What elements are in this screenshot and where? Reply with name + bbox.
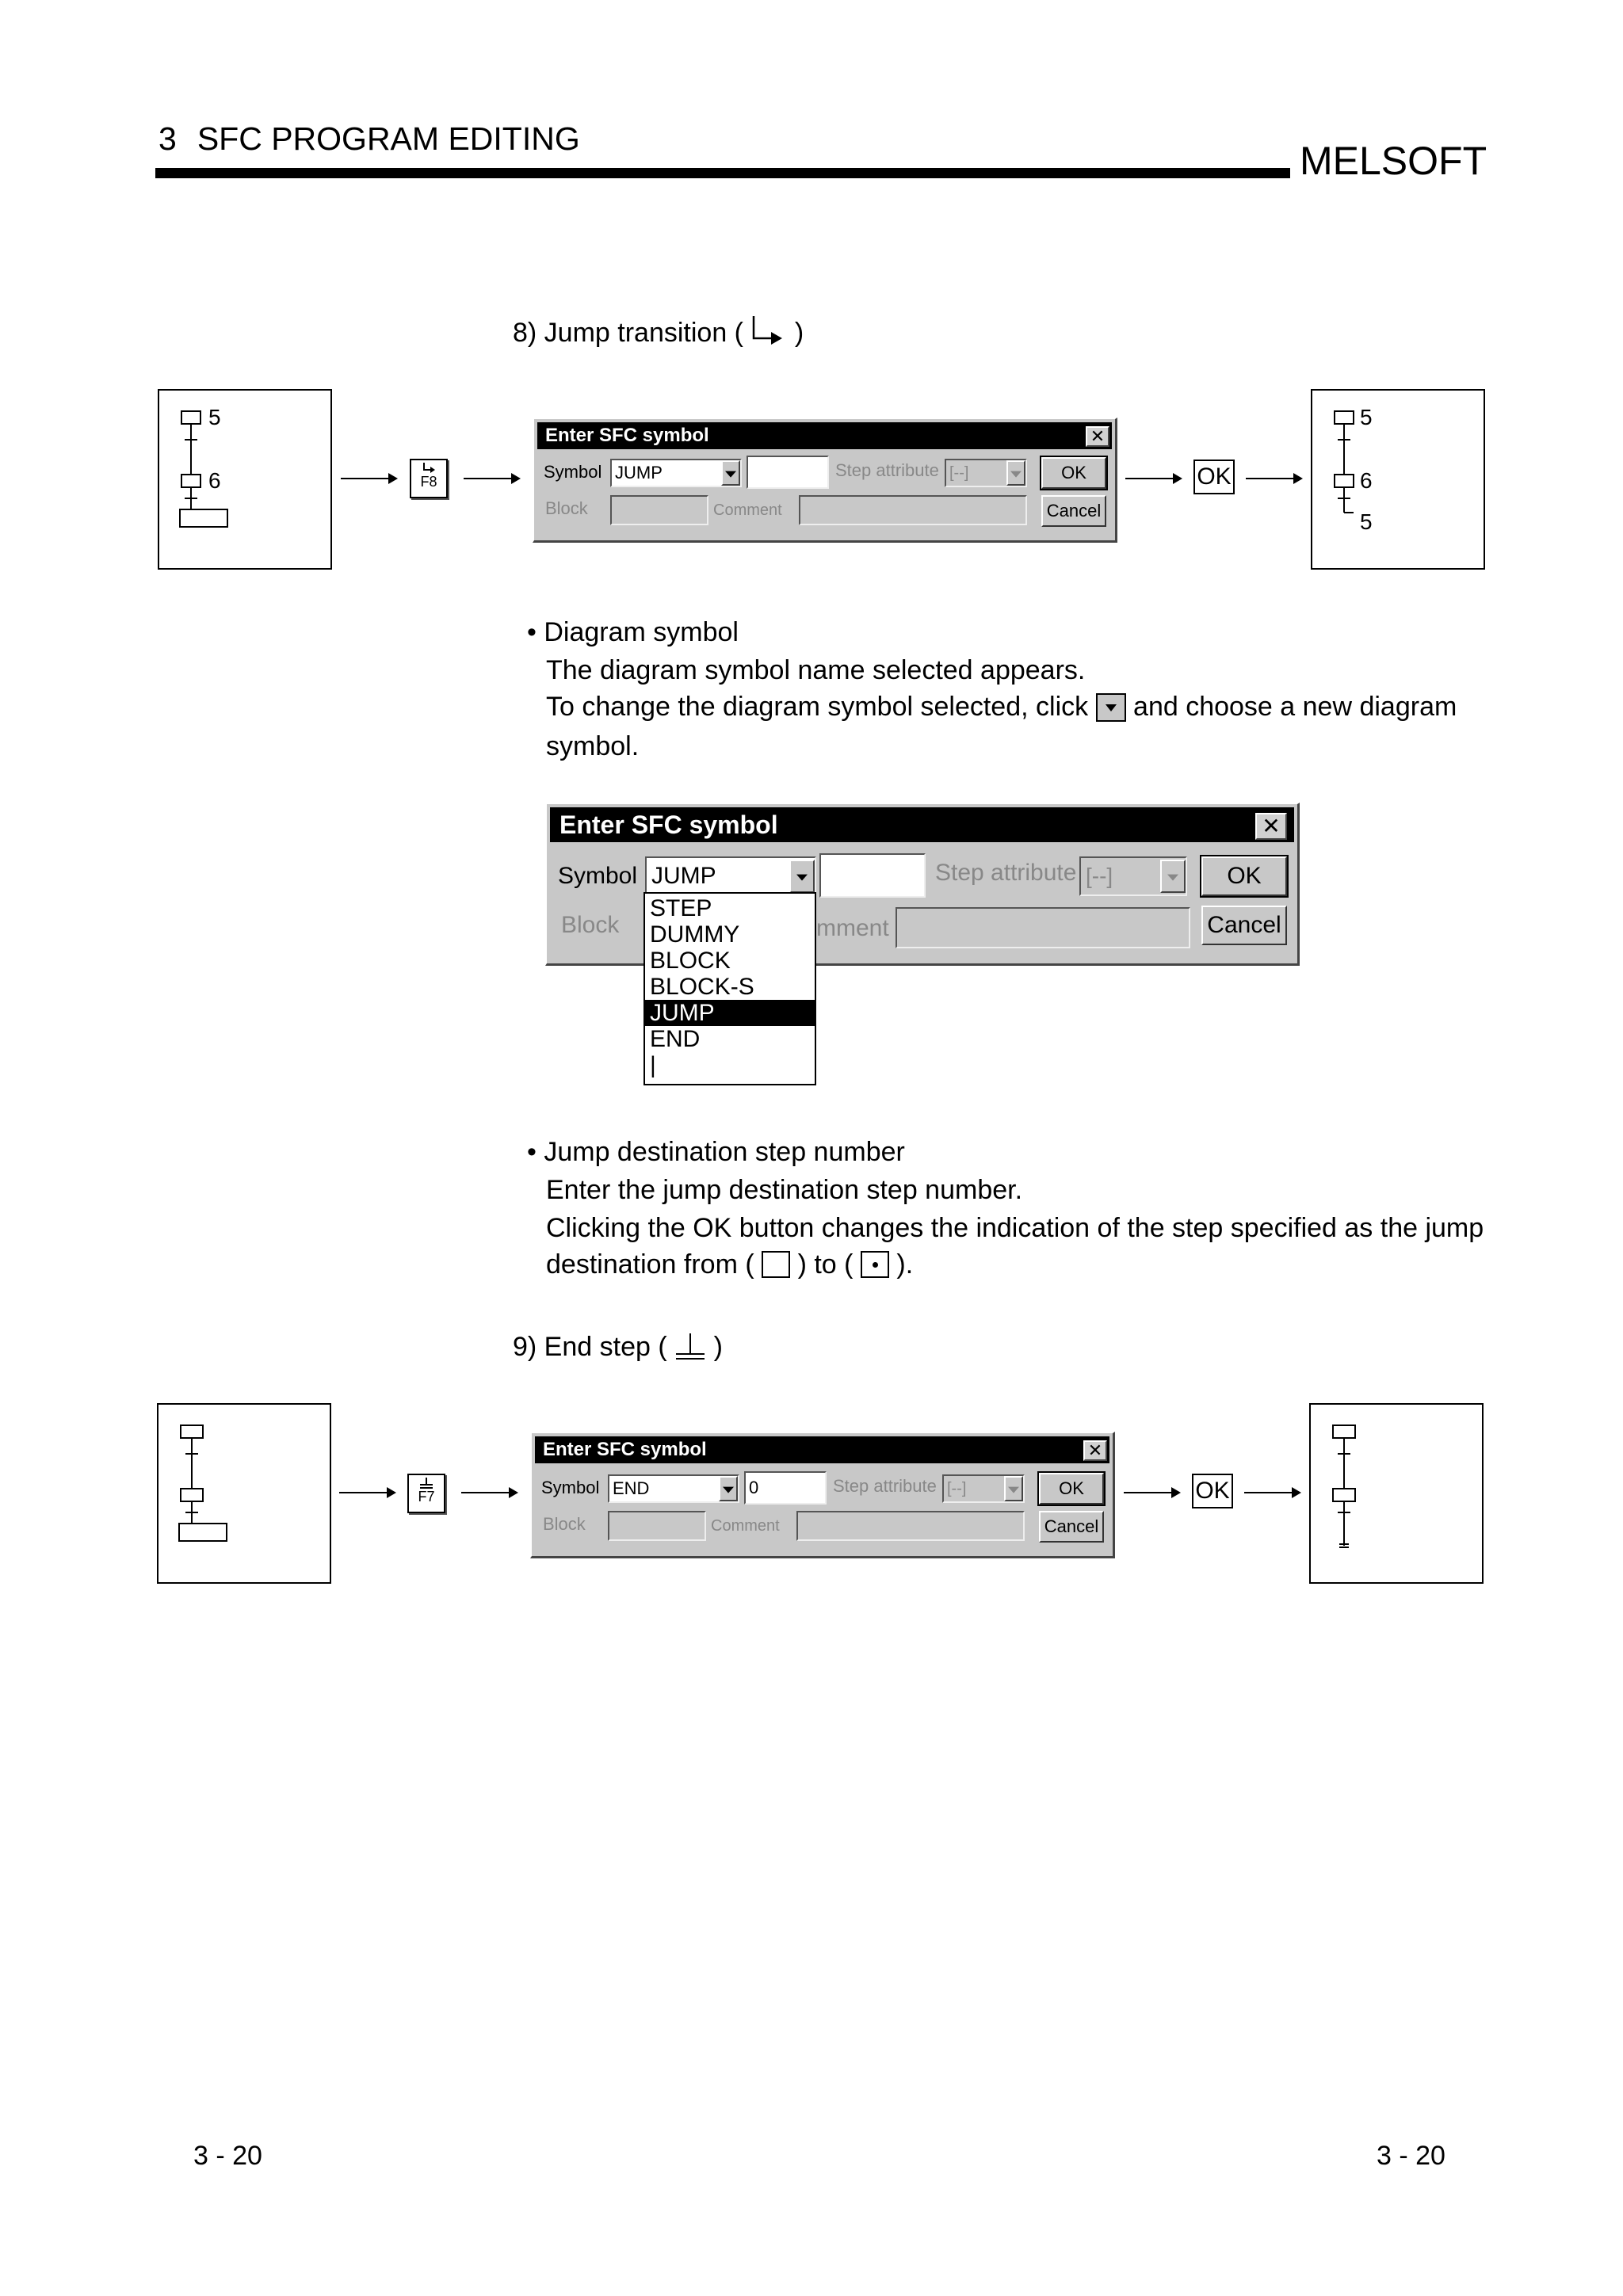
- dropdown-option[interactable]: STEP: [650, 895, 712, 921]
- enter-sfc-symbol-dialog: [533, 418, 1117, 543]
- step-attribute-label: Step attribute: [833, 1476, 937, 1496]
- symbol-select[interactable]: JUMP: [610, 459, 742, 487]
- step-number-input[interactable]: [747, 456, 829, 489]
- comment-input[interactable]: [896, 907, 1190, 948]
- step-number-input[interactable]: [819, 853, 926, 898]
- cancel-button[interactable]: Cancel: [1041, 495, 1106, 527]
- sfc-chart-drawing: [1312, 391, 1484, 568]
- flow-arrow: [341, 478, 396, 479]
- dropdown-option[interactable]: DUMMY: [650, 921, 740, 948]
- section9-heading: [513, 1328, 723, 1371]
- sfc-after-diagram: [1311, 389, 1485, 570]
- function-key-f7-icon: [407, 1474, 445, 1513]
- ok-button[interactable]: OK: [1039, 1473, 1104, 1505]
- function-key-f8-icon: [410, 459, 448, 498]
- step-number: 6: [208, 468, 221, 493]
- cancel-button[interactable]: Cancel: [1039, 1511, 1104, 1543]
- step-number-input[interactable]: 0: [744, 1471, 827, 1505]
- ok-button[interactable]: OK: [1201, 856, 1287, 896]
- section9-heading-prefix: 9) End step (: [513, 1332, 667, 1362]
- block-input[interactable]: [610, 495, 708, 525]
- cancel-button[interactable]: Cancel: [1201, 906, 1287, 945]
- dropdown-option[interactable]: BLOCK: [650, 948, 731, 974]
- sfc-chart-drawing: [158, 1405, 330, 1582]
- step-attribute-select[interactable]: [--]: [945, 459, 1027, 487]
- dropdown-option[interactable]: END: [650, 1026, 701, 1052]
- symbol-label: Symbol: [558, 863, 638, 889]
- comment-label: Comment: [711, 1517, 780, 1535]
- chevron-down-icon[interactable]: [1006, 460, 1025, 486]
- diagram-symbol-line1: The diagram symbol name selected appears.: [546, 655, 1086, 685]
- flow-arrow: [1246, 478, 1301, 479]
- comment-label: Comment: [713, 502, 782, 519]
- block-label: Block: [543, 1514, 586, 1534]
- brand-name: MELSOFT: [1300, 139, 1487, 183]
- flow-arrow: [1244, 1492, 1300, 1493]
- comment-input[interactable]: [799, 495, 1027, 525]
- empty-step-icon: [762, 1251, 790, 1278]
- sfc-chart-drawing: [1311, 1405, 1482, 1582]
- enter-sfc-symbol-dialog: [530, 1432, 1115, 1558]
- sfc-chart-drawing: [159, 391, 330, 568]
- page-number-left: 3 - 20: [193, 2141, 262, 2171]
- step-attribute-label: Step attribute: [935, 860, 1077, 886]
- chapter-heading: [158, 120, 580, 158]
- step-attribute-label: Step attribute: [835, 460, 939, 480]
- dropdown-arrow-icon: [1096, 693, 1126, 722]
- step-number: 6: [1360, 468, 1373, 493]
- close-icon[interactable]: ✕: [1083, 1440, 1107, 1461]
- diagram-symbol-line2: [546, 688, 1457, 726]
- block-input[interactable]: [608, 1511, 706, 1541]
- close-icon[interactable]: ✕: [1255, 813, 1287, 840]
- function-key-label: F8: [420, 474, 437, 490]
- section8-heading-suffix: ): [794, 318, 804, 348]
- jump-destination-step-icon: [861, 1251, 889, 1278]
- dropdown-option[interactable]: BLOCK-S: [650, 974, 754, 1000]
- chevron-down-icon[interactable]: [721, 460, 740, 486]
- flow-arrow: [339, 1492, 395, 1493]
- step-number: 5: [1360, 405, 1373, 429]
- diagram-symbol-title: • Diagram symbol: [527, 617, 739, 647]
- dropdown-option[interactable]: |: [650, 1052, 656, 1078]
- chapter-title: SFC PROGRAM EDITING: [197, 120, 580, 157]
- close-icon[interactable]: ✕: [1086, 426, 1109, 447]
- sfc-after-diagram: [1309, 1403, 1484, 1584]
- chevron-down-icon[interactable]: [789, 860, 815, 893]
- chevron-down-icon[interactable]: [719, 1476, 738, 1501]
- step-attribute-select[interactable]: [--]: [942, 1474, 1025, 1503]
- function-key-label: F7: [418, 1489, 435, 1505]
- dropdown-option-selected[interactable]: JUMP: [645, 1000, 815, 1026]
- sfc-before-diagram: [157, 1403, 331, 1584]
- diagram-symbol-line2-after: and choose a new diagram: [1133, 692, 1457, 722]
- jump-destination-line1: Enter the jump destination step number.: [546, 1175, 1023, 1205]
- step-attribute-select[interactable]: [--]: [1079, 856, 1187, 896]
- dialog-title: Enter SFC symbol: [535, 1436, 1109, 1463]
- ok-button-icon: OK: [1192, 1474, 1233, 1508]
- jump-destination-title: • Jump destination step number: [527, 1137, 905, 1167]
- flow-arrow: [461, 1492, 517, 1493]
- dialog-title: Enter SFC symbol: [550, 807, 1294, 842]
- chevron-down-icon[interactable]: [1160, 860, 1186, 893]
- diagram-symbol-line2-before: To change the diagram symbol selected, click: [546, 692, 1089, 722]
- symbol-label: Symbol: [541, 1478, 600, 1497]
- symbol-select[interactable]: JUMP: [645, 856, 816, 896]
- jump-destination-line3: [546, 1245, 913, 1283]
- flow-arrow: [1124, 1492, 1179, 1493]
- step-number: 5: [208, 405, 221, 429]
- comment-label-partial: mment: [816, 915, 889, 941]
- ok-button[interactable]: OK: [1041, 457, 1106, 489]
- chapter-number: 3: [158, 120, 177, 157]
- end-step-icon: [674, 1332, 706, 1371]
- dialog-title: Enter SFC symbol: [537, 422, 1112, 449]
- jump-destination-line2: Clicking the OK button changes the indication of the step specified as the jump: [546, 1213, 1484, 1243]
- jump-destination-text: destination from (: [546, 1249, 754, 1280]
- symbol-select[interactable]: END: [608, 1474, 739, 1503]
- section8-heading: [513, 314, 804, 357]
- symbol-label: Symbol: [544, 462, 602, 482]
- block-label: Block: [545, 498, 588, 518]
- chevron-down-icon[interactable]: [1004, 1476, 1023, 1501]
- symbol-dropdown-list[interactable]: [643, 892, 816, 1085]
- section8-heading-prefix: 8) Jump transition (: [513, 318, 743, 348]
- flow-arrow: [464, 478, 519, 479]
- jump-destination-text: ) to (: [797, 1249, 854, 1280]
- jump-destination-text: ).: [896, 1249, 914, 1280]
- jump-target-number: 5: [1360, 509, 1373, 534]
- ok-button-icon: OK: [1193, 460, 1235, 494]
- header-rule: [155, 168, 1290, 178]
- sfc-before-diagram: [158, 389, 332, 570]
- jump-transition-icon: [750, 315, 787, 357]
- block-label: Block: [561, 912, 620, 938]
- comment-input[interactable]: [796, 1511, 1025, 1541]
- diagram-symbol-line3: symbol.: [546, 731, 640, 761]
- section9-heading-suffix: ): [713, 1332, 723, 1362]
- page-number-right: 3 - 20: [1377, 2141, 1445, 2171]
- flow-arrow: [1125, 478, 1181, 479]
